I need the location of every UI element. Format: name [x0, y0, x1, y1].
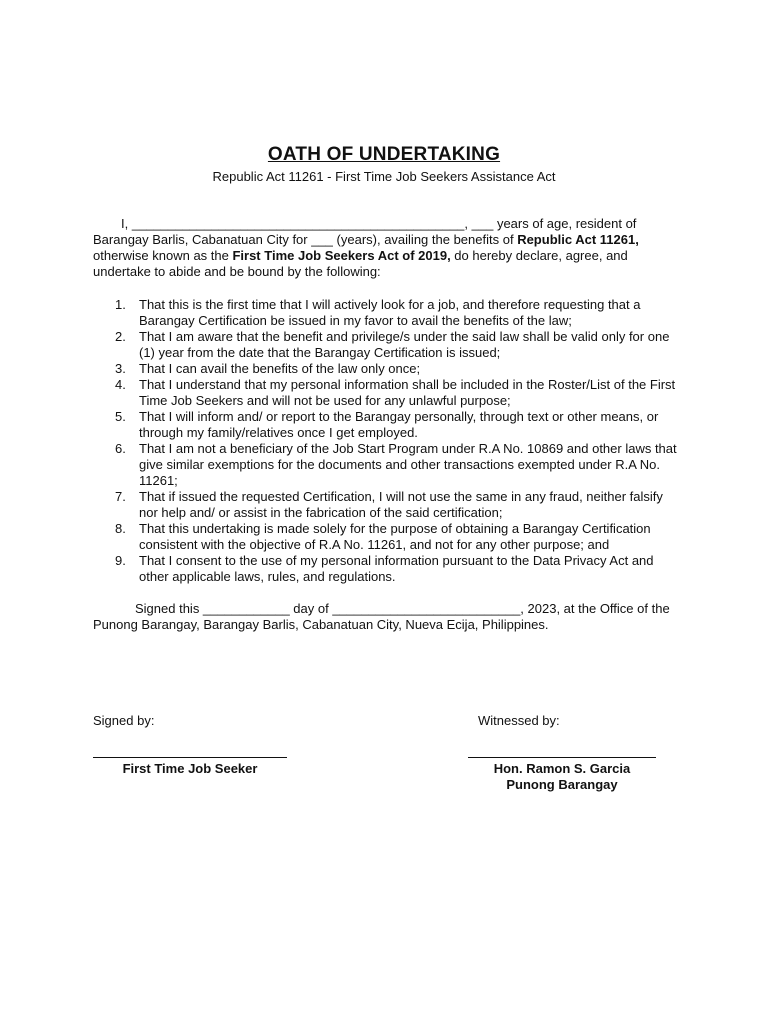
- signed-paragraph: [93, 601, 678, 633]
- condition-text: That this undertaking is made solely for the purpose of obtaining a Barangay Certification consistent with the objective of R.A No. 11261, and not for any other purpose; and: [139, 521, 651, 552]
- condition-item: [93, 361, 683, 377]
- intro-text-3: do hereby declare, agree, and undertake to abide and be bound by the following:: [93, 248, 628, 279]
- condition-item: [93, 329, 683, 361]
- intro-bold-act: Republic Act 11261,: [517, 232, 639, 247]
- signed-by-label: Signed by:: [93, 713, 155, 728]
- condition-item: [93, 297, 683, 329]
- condition-item: [93, 441, 683, 489]
- condition-text: That this is the first time that I will actively look for a job, and therefore requesting that a Barangay Certification be issued in my favor to avail the benefits of the law;: [139, 297, 641, 328]
- signer-signature-line: [93, 757, 287, 758]
- condition-number: 8.: [115, 521, 126, 536]
- condition-number: 9.: [115, 553, 126, 568]
- condition-number: 7.: [115, 489, 126, 504]
- condition-number: 1.: [115, 297, 126, 312]
- condition-item: [93, 377, 683, 409]
- condition-text: That I can avail the benefits of the law only once;: [139, 361, 421, 376]
- signer-name: First Time Job Seeker: [122, 761, 258, 776]
- condition-item: [93, 409, 683, 441]
- intro-text-2: otherwise known as the: [93, 248, 233, 263]
- witness-position: Punong Barangay: [506, 777, 618, 792]
- intro-text-1: I, ______________________________________________, ___ years of age, resident of Barangay Barlis, Cabanatuan City for ___ (years), availing the benefits of: [93, 216, 637, 247]
- condition-text: That I will inform and/ or report to the Barangay personally, through text or other means, or through my family/relatives once I get employed.: [139, 409, 659, 440]
- intro-bold-act-name: First Time Job Seekers Act of 2019,: [232, 248, 451, 263]
- condition-item: [93, 553, 683, 585]
- condition-text: That I am aware that the benefit and privilege/s under the said law shall be valid only for one (1) year from the date that the Barangay Certification is issued;: [139, 329, 670, 360]
- document-title: OATH OF UNDERTAKING: [267, 144, 501, 165]
- witness-signature-line: [468, 757, 656, 758]
- condition-number: 6.: [115, 441, 126, 456]
- document-subtitle: Republic Act 11261 - First Time Job Seekers Assistance Act: [212, 169, 556, 184]
- condition-item: [93, 521, 683, 553]
- condition-item: [93, 489, 683, 521]
- signed-text: Signed this ____________ day of __________________________, 2023, at the Office of the Punong Barangay, Barangay Barlis, Cabanatuan City, Nueva Ecija, Philippines.: [93, 601, 670, 632]
- witnessed-by-label: Witnessed by:: [478, 713, 560, 728]
- witness-name: Hon. Ramon S. Garcia: [493, 761, 631, 776]
- condition-text: That I understand that my personal information shall be included in the Roster/List of the First Time Job Seekers and will not be used for any unlawful purpose;: [139, 377, 676, 408]
- condition-number: 5.: [115, 409, 126, 424]
- condition-text: That I am not a beneficiary of the Job Start Program under R.A No. 10869 and other laws that give similar exemptions for the documents and other transactions exempted under R.A No. 11261;: [139, 441, 677, 488]
- intro-paragraph: [93, 216, 678, 280]
- condition-text: That if issued the requested Certification, I will not use the same in any fraud, neither falsify nor help and/ or assist in the fabrication of the said certification;: [139, 489, 663, 520]
- conditions-list: [93, 297, 683, 585]
- condition-number: 4.: [115, 377, 126, 392]
- condition-number: 3.: [115, 361, 126, 376]
- condition-text: That I consent to the use of my personal information pursuant to the Data Privacy Act and other applicable laws, rules, and regulations.: [139, 553, 654, 584]
- condition-number: 2.: [115, 329, 126, 344]
- witness-block: [468, 713, 656, 793]
- signer-block: [93, 713, 287, 777]
